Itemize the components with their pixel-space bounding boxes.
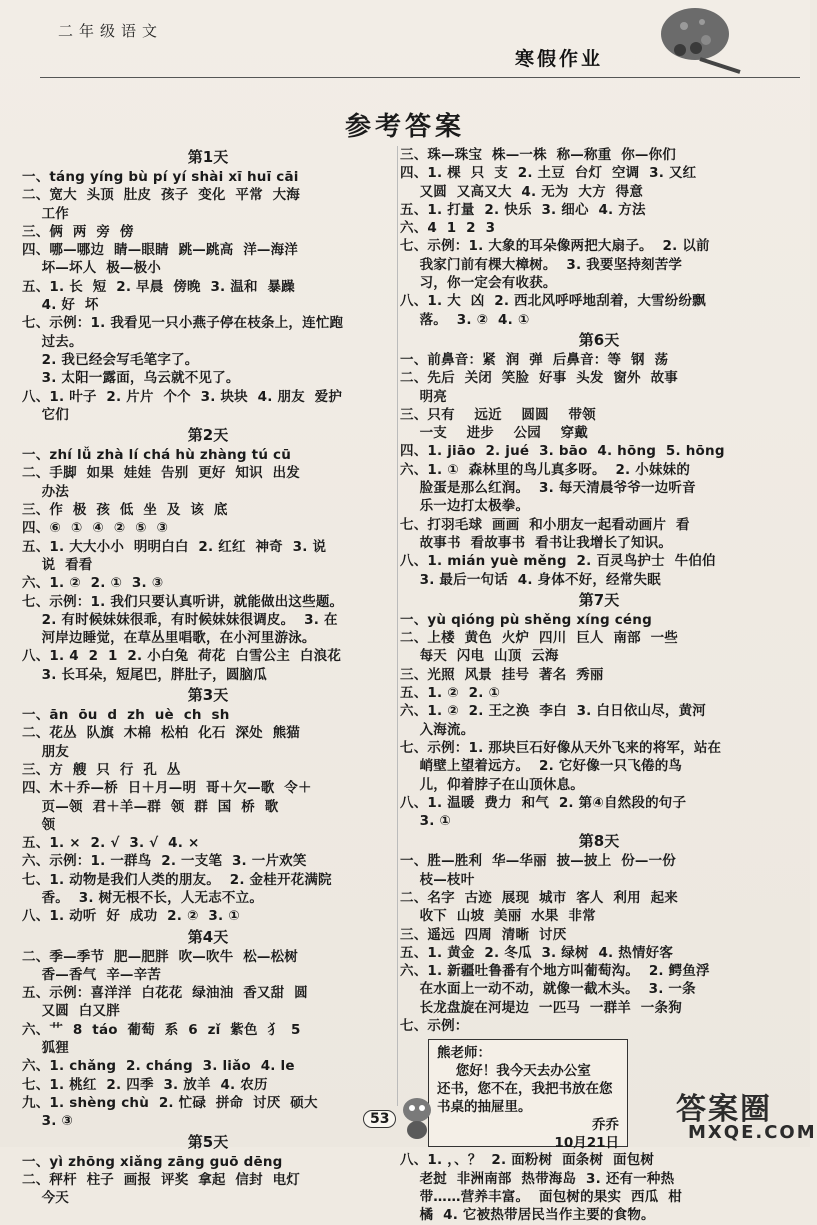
answer-line: 狐狸 bbox=[22, 1040, 69, 1057]
page-title: 参考答案 bbox=[344, 112, 465, 142]
answer-line: 五、1. 黄金 2. 冬瓜 3. 绿树 4. 热情好客 bbox=[400, 944, 674, 961]
answer-line: 又圆 又高又大 4. 无为 大方 得意 bbox=[400, 183, 644, 200]
answer-line: 三、遥远 四周 清晰 讨厌 bbox=[400, 926, 567, 943]
answer-line: 今天 bbox=[22, 1190, 69, 1207]
answer-line: 七、1. 桃红 2. 四季 3. 放羊 4. 农历 bbox=[22, 1076, 268, 1093]
note-signature: 乔乔 bbox=[592, 1117, 619, 1134]
answer-line: 一、ān ōu d zh uè ch sh bbox=[22, 707, 230, 724]
answer-line: 七、打羽毛球 画画 和小朋友一起看动画片 看 bbox=[400, 516, 690, 533]
answer-line: 九、1. shèng chù 2. 忙碌 拼命 讨厌 硕大 bbox=[22, 1094, 318, 1111]
answer-line: 脸蛋是那么红润。 3. 每天清晨爷爷一边听音 bbox=[400, 480, 696, 497]
answer-line: 坏—坏人 极—极小 bbox=[22, 260, 161, 277]
day-heading: 第7天 bbox=[578, 590, 620, 609]
answer-line: 二、上楼 黄色 火炉 四川 巨人 南部 一些 bbox=[400, 630, 678, 647]
answer-line: 3. 太阳一露面，乌云就不见了。 bbox=[22, 370, 240, 387]
answer-line: 长龙盘旋在河堤边 一匹马 一群羊 一条狗 bbox=[400, 999, 682, 1016]
answer-line: 三、光照 风景 挂号 著名 秀丽 bbox=[400, 666, 604, 683]
answer-line: 2. 有时候妹妹很乖，有时候妹妹很调皮。 3. 在 bbox=[22, 611, 338, 628]
header-book-title: 寒假作业 bbox=[515, 48, 604, 70]
answer-line: 明亮 bbox=[400, 388, 447, 405]
answer-line: 六、艹 8 táo 葡萄 系 6 zǐ 紫色 犭 5 bbox=[22, 1021, 301, 1038]
answer-line: 五、1. 大大小小 明明白白 2. 红红 神奇 3. 说 bbox=[22, 538, 327, 555]
answer-line: 七、示例：1. 那块巨石好像从天外飞来的将军，站在 bbox=[400, 739, 722, 756]
answer-line: 工作 bbox=[22, 205, 69, 222]
answer-line: 领 bbox=[22, 816, 56, 833]
watermark-logo: 答案圈 bbox=[676, 1092, 772, 1127]
answer-line: 一、yù qióng pù shěng xíng céng bbox=[400, 611, 652, 628]
day-heading: 第1天 bbox=[187, 148, 229, 166]
answer-line: 三、只有 远近 圆圆 带领 bbox=[400, 406, 596, 423]
answer-line: 我家门前有棵大樟树。 3. 我要坚持刻苦学 bbox=[400, 256, 683, 273]
answer-line: 七、示例：1. 我看见一只小燕子停在枝条上，连忙跑 bbox=[22, 315, 344, 332]
answer-line: 二、秤杆 柱子 画报 评奖 拿起 信封 电灯 bbox=[22, 1171, 300, 1188]
answer-line: 六、1. ② 2. ① 3. ③ bbox=[22, 575, 164, 592]
note-line: 您好！我今天去办公室 bbox=[437, 1063, 591, 1080]
answer-line: 四、1. jiāo 2. jué 3. bāo 4. hōng 5. hōng bbox=[400, 443, 725, 460]
answer-line: 三、方 艘 只 行 孔 丛 bbox=[22, 761, 181, 778]
answer-line: 二、手脚 如果 娃娃 告别 更好 知识 出发 bbox=[22, 465, 300, 482]
answer-line: 七、示例： bbox=[400, 1018, 469, 1035]
answer-line: 一、zhí lǚ zhà lí chá hù zhàng tú cū bbox=[22, 447, 292, 464]
answer-line: 三、作 极 孩 低 坐 及 该 底 bbox=[22, 502, 228, 519]
answer-line: 故事书 看故事书 看书让我增长了知识。 bbox=[400, 534, 673, 551]
answer-line: 说 看看 bbox=[22, 556, 93, 573]
note-greeting: 熊老师： bbox=[437, 1045, 491, 1062]
answer-line: 四、木＋乔—桥 日＋月—明 哥＋欠—歌 令＋ bbox=[22, 780, 312, 797]
answer-line: 七、示例：1. 大象的耳朵像两把大扇子。 2. 以前 bbox=[400, 238, 710, 255]
answer-line: 五、1. 长 短 2. 早晨 傍晚 3. 温和 暴躁 bbox=[22, 278, 295, 295]
answer-line: 四、哪—哪边 睛—眼睛 跳—跳高 洋—海洋 bbox=[22, 242, 298, 259]
answer-line: 四、⑥ ① ④ ② ⑤ ③ bbox=[22, 520, 169, 537]
answer-line: 儿，仰着脖子在山顶休息。 bbox=[400, 776, 584, 793]
right-answer-column bbox=[400, 146, 798, 1225]
note-line: 书桌的抽屉里。 bbox=[437, 1099, 532, 1116]
answer-line: 香—香气 辛—辛苦 bbox=[22, 966, 161, 983]
answer-line: 五、1. ② 2. ① bbox=[400, 685, 501, 702]
note-box bbox=[428, 1039, 628, 1152]
answer-line: 六、4 1 2 3 bbox=[400, 220, 496, 237]
answer-line: 习，你一定会有收获。 bbox=[400, 275, 557, 292]
answer-line: 峭壁上望着远方。 2. 它好像一只飞倦的鸟 bbox=[400, 758, 683, 775]
answer-line: 又圆 白又胖 bbox=[22, 1003, 120, 1020]
answer-line: 落。 3. ② 4. ① bbox=[400, 311, 530, 328]
answer-line: 入海流。 bbox=[400, 721, 475, 738]
answer-line: 收下 山坡 美丽 水果 非常 bbox=[400, 908, 596, 925]
answer-line: 八、1. 动听 好 成功 2. ② 3. ① bbox=[22, 908, 240, 925]
watermark-url: MXQE.COM bbox=[688, 1122, 817, 1143]
answer-line: 八、1. 叶子 2. 片片 个个 3. 块块 4. 朋友 爱护 bbox=[22, 388, 343, 405]
answer-line: 过去。 bbox=[22, 333, 83, 350]
answer-line: 带……营养丰富。 面包树的果实 西瓜 柑 bbox=[400, 1188, 682, 1205]
mascot-icon bbox=[392, 1088, 442, 1142]
answer-line: 六、1. ② 2. 王之涣 李白 3. 白日依山尽，黄河 bbox=[400, 703, 706, 720]
answer-line: 朋友 bbox=[22, 743, 69, 760]
day-heading: 第4天 bbox=[187, 927, 229, 946]
answer-line: 香。 3. 树无根不长，人无志不立。 bbox=[22, 889, 264, 906]
day-heading: 第3天 bbox=[187, 686, 229, 705]
answer-line: 三、珠—珠宝 株—一株 称—称重 你—你们 bbox=[400, 147, 676, 163]
answer-line: 三、俩 两 旁 傍 bbox=[22, 223, 134, 240]
answer-line: 五、示例：喜洋洋 白花花 绿油油 香又甜 圆 bbox=[22, 985, 308, 1002]
day-heading: 第6天 bbox=[578, 330, 620, 349]
answer-line: 橘 4. 它被热带居民当作主要的食物。 bbox=[400, 1207, 655, 1224]
answer-line: 六、1. 新疆吐鲁番有个地方叫葡萄沟。 2. 鳄鱼浮 bbox=[400, 963, 710, 980]
answer-line: 老挝 非洲南部 热带海岛 3. 还有一种热 bbox=[400, 1170, 675, 1187]
answer-line: 一、táng yíng bù pí yí shài xī huī cāi bbox=[22, 169, 299, 185]
answer-line: 一、胜—胜利 华—华丽 披—披上 份—一份 bbox=[400, 853, 676, 870]
answer-line: 二、季—季节 肥—肥胖 吹—吹牛 松—松树 bbox=[22, 948, 298, 965]
answer-line: 五、1. 打量 2. 快乐 3. 细心 4. 方法 bbox=[400, 201, 646, 218]
answer-line: 二、先后 关闭 笑脸 好事 头发 窗外 故事 bbox=[400, 370, 678, 387]
answer-line: 七、示例：1. 我们只要认真听讲，就能做出这些题。 bbox=[22, 593, 344, 610]
answer-line: 它们 bbox=[22, 406, 69, 423]
note-date: 10月21日 bbox=[554, 1135, 619, 1152]
moon-illustration-icon bbox=[640, 4, 750, 74]
answer-line: 一、前鼻音：紧 润 弹 后鼻音：等 钢 荡 bbox=[400, 351, 669, 368]
answer-line: 一、yì zhōng xiǎng zāng guō dēng bbox=[22, 1153, 283, 1170]
answer-line: 八、1. ，、？ 2. 面粉树 面条树 面包树 bbox=[400, 1152, 655, 1169]
answer-line: 二、花丛 队旗 木棉 松柏 化石 深处 熊猫 bbox=[22, 725, 300, 742]
answer-line: 一支 进步 公园 穿戴 bbox=[400, 425, 588, 442]
answer-line: 八、1. 温暖 费力 和气 2. 第④自然段的句子 bbox=[400, 794, 687, 811]
answer-line: 3. ① bbox=[400, 813, 452, 830]
answer-line: 五、1. × 2. √ 3. √ 4. × bbox=[22, 835, 200, 852]
answer-line: 二、名字 古迹 展现 城市 客人 利用 起来 bbox=[400, 889, 678, 906]
day-heading: 第2天 bbox=[187, 426, 229, 445]
answer-line: 每天 闪电 山顶 云海 bbox=[400, 648, 559, 665]
answer-line: 河岸边睡觉，在草丛里唱歌，在小河里游泳。 bbox=[22, 630, 316, 647]
answer-line: 3. 长耳朵，短尾巴，胖肚子，圆脑瓜 bbox=[22, 666, 267, 683]
answer-line: 八、1. 大 凶 2. 西北风呼呼地刮着，大雪纷纷飘 bbox=[400, 293, 706, 310]
header-subject: 二年级语文 bbox=[58, 22, 164, 40]
answer-line: 八、1. 4 2 1 2. 小白兔 荷花 白雪公主 白浪花 bbox=[22, 648, 342, 665]
answer-line: 4. 好 坏 bbox=[22, 297, 99, 314]
answer-line: 七、1. 动物是我们人类的朋友。 2. 金桂开花满院 bbox=[22, 871, 332, 888]
answer-line: 在水面上一动不动，就像一截木头。 3. 一条 bbox=[400, 981, 696, 998]
answer-line: 八、1. mián yuè měng 2. 百灵鸟护士 牛伯伯 bbox=[400, 553, 716, 570]
note-line: 还书，您不在，我把书放在您 bbox=[437, 1081, 613, 1098]
day-heading: 第5天 bbox=[187, 1132, 229, 1151]
answer-line: 乐一边打太极拳。 bbox=[400, 498, 530, 515]
column-divider bbox=[397, 146, 398, 1106]
page-number: 53 bbox=[363, 1110, 396, 1128]
answer-line: 二、宽大 头顶 肚皮 孩子 变化 平常 大海 bbox=[22, 187, 300, 204]
answer-line: 办法 bbox=[22, 483, 69, 500]
answer-line: 六、1. chǎng 2. cháng 3. liǎo 4. le bbox=[22, 1058, 295, 1075]
answer-line: 六、1. ① 森林里的鸟儿真多呀。 2. 小妹妹的 bbox=[400, 461, 691, 478]
answer-line: 六、示例：1. 一群鸟 2. 一支笔 3. 一片欢笑 bbox=[22, 853, 307, 870]
left-answer-column bbox=[22, 146, 394, 1207]
answer-line: 四、1. 棵 只 支 2. 土豆 台灯 空调 3. 又红 bbox=[400, 165, 697, 182]
answer-line: 页—领 君＋羊—群 领 群 国 桥 歌 bbox=[22, 798, 279, 815]
day-heading: 第8天 bbox=[578, 832, 620, 851]
answer-line: 2. 我已经会写毛笔字了。 bbox=[22, 351, 199, 368]
answer-line: 3. 最后一句话 4. 身体不好，经常失眠 bbox=[400, 571, 661, 588]
answer-line: 3. ③ bbox=[22, 1113, 74, 1130]
answer-line: 枝—枝叶 bbox=[400, 871, 475, 888]
